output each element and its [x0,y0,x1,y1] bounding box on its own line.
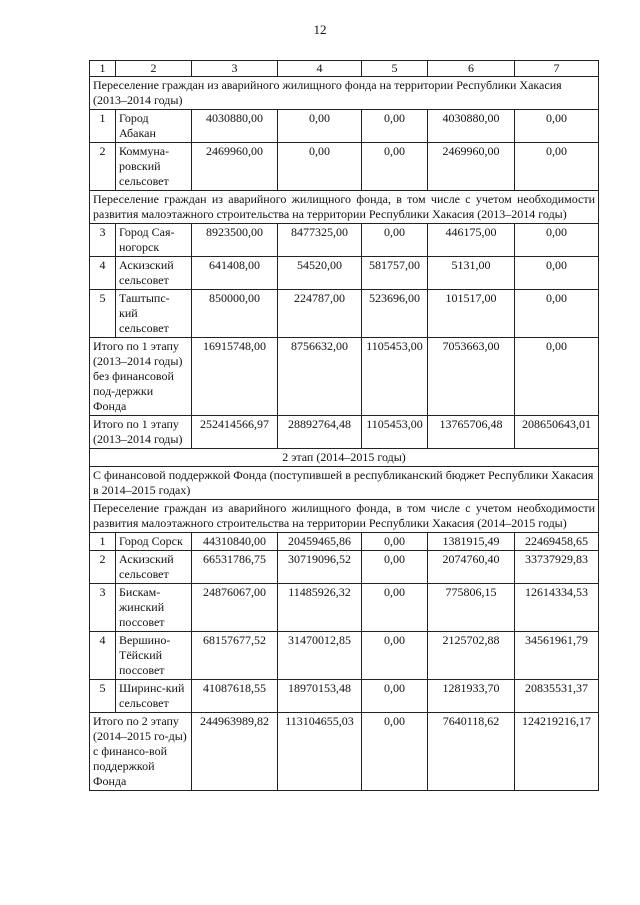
value-cell: 224787,00 [278,290,362,338]
municipality-name: Таштыпс-кий сельсовет [116,290,192,338]
value-cell: 8756632,00 [278,338,362,416]
value-cell: 0,00 [362,110,428,143]
header-cell: 2 [116,61,192,77]
value-cell: 446175,00 [428,224,515,257]
value-cell: 12614334,53 [515,584,599,632]
value-cell: 18970153,48 [278,680,362,713]
value-cell: 30719096,52 [278,551,362,584]
value-cell: 0,00 [278,143,362,191]
total-row [90,713,599,791]
row-number: 2 [90,551,116,584]
header-row [90,61,599,77]
header-cell: 6 [428,61,515,77]
table-row [90,143,599,191]
header-cell: 7 [515,61,599,77]
table-row [90,632,599,680]
section-title: Переселение граждан из аварийного жилищного фонда на территории Республики Хакасия (2013–2014 годы) [90,77,599,110]
municipality-name: Коммуна-ровский сельсовет [116,143,192,191]
value-cell: 4030880,00 [428,110,515,143]
value-cell: 33737929,83 [515,551,599,584]
table-row [90,224,599,257]
row-number: 5 [90,680,116,713]
table-row [90,257,599,290]
total-label: Итого по 2 этапу (2014–2015 го-ды) с финансо-вой поддержкой Фонда [90,713,192,791]
value-cell: 113104655,03 [278,713,362,791]
total-row [90,416,599,449]
value-cell: 0,00 [362,551,428,584]
total-label: Итого по 1 этапу (2013–2014 годы) без финансовой под-держки Фонда [90,338,192,416]
value-cell: 4030880,00 [192,110,278,143]
municipality-name: Аскизский сельсовет [116,551,192,584]
value-cell: 44310840,00 [192,533,278,551]
value-cell: 523696,00 [362,290,428,338]
header-cell: 1 [90,61,116,77]
value-cell: 1281933,70 [428,680,515,713]
value-cell: 0,00 [362,143,428,191]
table-row [90,584,599,632]
value-cell: 7053663,00 [428,338,515,416]
row-number: 4 [90,257,116,290]
value-cell: 1105453,00 [362,338,428,416]
stage-row [90,449,599,467]
table-row [90,551,599,584]
section-row [90,191,599,224]
value-cell: 8923500,00 [192,224,278,257]
row-number: 5 [90,290,116,338]
value-cell: 0,00 [362,584,428,632]
value-cell: 2469960,00 [428,143,515,191]
table-row [90,680,599,713]
table-row [90,290,599,338]
value-cell: 20835531,37 [515,680,599,713]
value-cell: 208650643,01 [515,416,599,449]
row-number: 4 [90,632,116,680]
table-row [90,110,599,143]
value-cell: 2469960,00 [192,143,278,191]
value-cell: 850000,00 [192,290,278,338]
value-cell: 66531786,75 [192,551,278,584]
page-number: 12 [313,22,327,37]
value-cell: 0,00 [362,713,428,791]
row-number: 1 [90,533,116,551]
value-cell: 41087618,55 [192,680,278,713]
total-row [90,338,599,416]
value-cell: 28892764,48 [278,416,362,449]
value-cell: 22469458,65 [515,533,599,551]
header-cell: 3 [192,61,278,77]
row-number: 2 [90,143,116,191]
section-row [90,77,599,110]
value-cell: 0,00 [362,680,428,713]
value-cell: 775806,15 [428,584,515,632]
section-row [90,500,599,533]
value-cell: 20459465,86 [278,533,362,551]
value-cell: 54520,00 [278,257,362,290]
value-cell: 124219216,17 [515,713,599,791]
municipality-name: Город Сая-ногорск [116,224,192,257]
value-cell: 0,00 [515,110,599,143]
value-cell: 24876067,00 [192,584,278,632]
value-cell: 581757,00 [362,257,428,290]
value-cell: 0,00 [515,290,599,338]
table-row [90,533,599,551]
total-label: Итого по 1 этапу (2013–2014 годы) [90,416,192,449]
section-title: С финансовой поддержкой Фонда (поступившей в республиканский бюджет Республики Хакасия в 2014–2015 годах) [90,467,599,500]
value-cell: 5131,00 [428,257,515,290]
section-title: Переселение граждан из аварийного жилищного фонда, в том числе с учетом необходимости развития малоэтажного строительства на территории Республики Хакасия (2013–2014 годы) [90,191,599,224]
municipality-name: Аскизский сельсовет [116,257,192,290]
header-cell: 4 [278,61,362,77]
value-cell: 2125702,88 [428,632,515,680]
value-cell: 2074760,40 [428,551,515,584]
budget-table [89,60,599,791]
municipality-name: Бискам-жинский поссовет [116,584,192,632]
value-cell: 1105453,00 [362,416,428,449]
value-cell: 0,00 [515,338,599,416]
header-cell: 5 [362,61,428,77]
row-number: 1 [90,110,116,143]
value-cell: 31470012,85 [278,632,362,680]
section-row [90,467,599,500]
value-cell: 0,00 [362,224,428,257]
value-cell: 34561961,79 [515,632,599,680]
value-cell: 101517,00 [428,290,515,338]
value-cell: 0,00 [515,224,599,257]
value-cell: 0,00 [515,143,599,191]
value-cell: 13765706,48 [428,416,515,449]
value-cell: 11485926,32 [278,584,362,632]
value-cell: 641408,00 [192,257,278,290]
value-cell: 8477325,00 [278,224,362,257]
municipality-name: Вершино-Тёйский поссовет [116,632,192,680]
row-number: 3 [90,584,116,632]
value-cell: 16915748,00 [192,338,278,416]
value-cell: 0,00 [515,257,599,290]
stage-title: 2 этап (2014–2015 годы) [90,449,599,467]
section-title: Переселение граждан из аварийного жилищного фонда, в том числе с учетом необходимости развития малоэтажного строительства на территории Республики Хакасия (2014–2015 годы) [90,500,599,533]
municipality-name: Город Сорск [116,533,192,551]
value-cell: 0,00 [362,533,428,551]
value-cell: 0,00 [278,110,362,143]
value-cell: 7640118,62 [428,713,515,791]
value-cell: 1381915,49 [428,533,515,551]
value-cell: 68157677,52 [192,632,278,680]
value-cell: 244963989,82 [192,713,278,791]
municipality-name: Город Абакан [116,110,192,143]
value-cell: 252414566,97 [192,416,278,449]
row-number: 3 [90,224,116,257]
municipality-name: Ширинс-кий сельсовет [116,680,192,713]
value-cell: 0,00 [362,632,428,680]
